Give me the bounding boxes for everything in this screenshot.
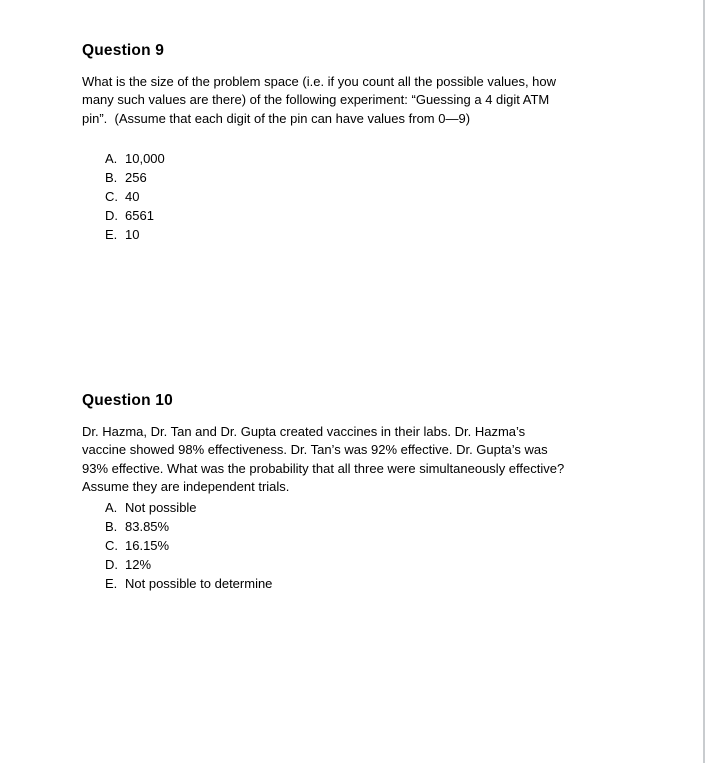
option-row <box>105 517 648 536</box>
option-text: 12% <box>125 556 152 572</box>
options-list <box>105 149 648 244</box>
option-row <box>105 536 648 555</box>
question-body-line: vaccine showed 98% effectiveness. Dr. Tan’s was 92% effective. Dr. Gupta’s was <box>82 442 548 458</box>
option-text: 10,000 <box>125 151 165 167</box>
option-letter: B. <box>105 170 118 186</box>
option-row <box>105 206 648 225</box>
option-text: 40 <box>125 189 140 205</box>
question-9-section <box>82 42 648 244</box>
document-content <box>82 42 648 593</box>
question-body-line: many such values are there) of the following experiment: “Guessing a 4 digit ATM <box>82 92 550 108</box>
question-body-line: 93% effective. What was the probability that all three were simultaneously effective? <box>82 460 565 476</box>
question-body-line: What is the size of the problem space (i.e. if you count all the possible values, how <box>82 73 557 89</box>
option-letter: E. <box>105 575 118 591</box>
question-body-line: Dr. Hazma, Dr. Tan and Dr. Gupta created vaccines in their labs. Dr. Hazma’s <box>82 423 526 439</box>
option-row <box>105 225 648 244</box>
option-row <box>105 498 648 517</box>
option-text: 10 <box>125 227 140 243</box>
question-10-section <box>82 392 648 593</box>
option-text: 83.85% <box>125 518 170 534</box>
option-row <box>105 149 648 168</box>
options-list <box>105 498 648 593</box>
option-letter: E. <box>105 227 118 243</box>
option-row <box>105 574 648 593</box>
question-body-line: Assume they are independent trials. <box>82 479 290 495</box>
option-row <box>105 555 648 574</box>
option-text: 256 <box>125 170 147 186</box>
option-text: Not possible <box>125 499 197 515</box>
option-letter: A. <box>105 151 118 167</box>
question-title: Question 9 <box>82 42 165 59</box>
question-body <box>82 423 648 497</box>
option-letter: B. <box>105 518 118 534</box>
question-body-line: pin”. (Assume that each digit of the pin can have values from 0—9) <box>82 110 471 126</box>
option-letter: C. <box>105 537 118 553</box>
option-text: 6561 <box>125 208 154 224</box>
option-letter: C. <box>105 189 118 205</box>
option-row <box>105 187 648 206</box>
question-body <box>82 73 648 129</box>
option-letter: A. <box>105 499 118 515</box>
option-row <box>105 168 648 187</box>
option-text: 16.15% <box>125 537 170 553</box>
option-letter: D. <box>105 556 118 572</box>
option-text: Not possible to determine <box>125 575 273 591</box>
question-title: Question 10 <box>82 392 173 410</box>
page-edge-line <box>703 0 705 763</box>
option-letter: D. <box>105 208 118 224</box>
